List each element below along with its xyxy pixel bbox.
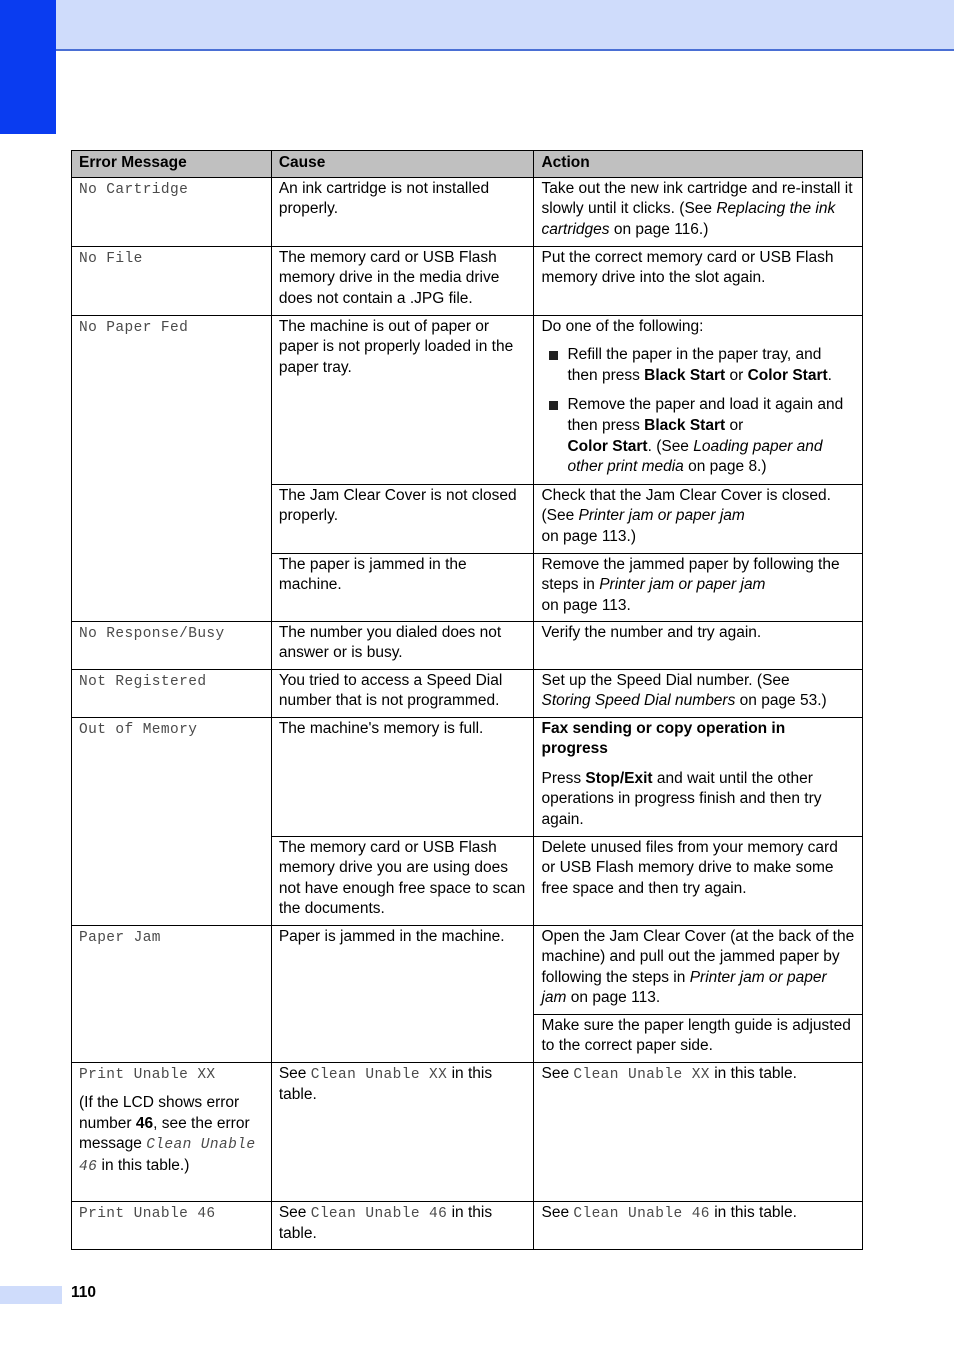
col-header-action: Action: [534, 151, 863, 178]
error-message: Not Registered: [79, 673, 207, 690]
cross-reference: Printer jam or paper jam: [541, 968, 827, 1007]
action-text: Take out the new ink cartridge and re-install it slowly until it clicks. (See: [541, 179, 853, 218]
action-heading: Fax sending or copy operation in progress: [541, 719, 786, 758]
error-message-cell: [72, 1062, 272, 1201]
action-text: Press Stop/Exit and wait until the other operations in progress finish and then try again.: [541, 769, 822, 828]
list-item: Remove the paper and load it again and then press Black Start or Color Start. (See Loading paper and other print media on page 8.): [541, 395, 855, 477]
error-message-cell: [72, 315, 272, 621]
action-cell: Delete unused files from your memory card or USB Flash memory drive to make some free space and then try again.: [534, 836, 863, 925]
action-intro: Do one of the following:: [541, 317, 704, 335]
col-header-error-message: Error Message: [72, 151, 272, 178]
table-row: [72, 1062, 863, 1201]
cause-cell: The machine is out of paper or paper is not properly loaded in the paper tray.: [271, 315, 534, 484]
action-cell: Remove the jammed paper by following the steps in Printer jam or paper jam on page 113.: [534, 553, 863, 621]
table-row: [72, 621, 863, 669]
error-number: 46: [135, 1114, 154, 1132]
header-row: [72, 151, 863, 178]
action-cell: [534, 717, 863, 836]
cause-cell: You tried to access a Speed Dial number that is not programmed.: [271, 669, 534, 717]
error-message-cell: [72, 1201, 272, 1249]
error-message-cell: [72, 621, 272, 669]
action-text: on page 116.): [609, 220, 709, 238]
error-message-reference: Clean Unable 46: [310, 1205, 448, 1222]
error-note: (If the LCD shows error number 46, see the error message Clean Unable 46 in this table.): [79, 1094, 256, 1175]
header-band: [0, 0, 954, 51]
col-header-cause: Cause: [271, 151, 534, 178]
cause-cell: See Clean Unable XX in this table.: [271, 1062, 534, 1201]
table-row: [72, 315, 863, 484]
action-cell: See Clean Unable 46 in this table.: [534, 1201, 863, 1249]
key-stop-exit: Stop/Exit: [585, 769, 653, 787]
error-table: [71, 150, 863, 1250]
action-cell: Check that the Jam Clear Cover is closed. (See Printer jam or paper jam on page 113.): [534, 484, 863, 553]
error-message-reference: Clean Unable XX: [573, 1066, 710, 1083]
error-message-cell: [72, 177, 272, 246]
cause-cell: See Clean Unable 46 in this table.: [271, 1201, 534, 1249]
error-message: Print Unable XX: [79, 1066, 216, 1083]
table-row: [72, 925, 863, 1014]
cross-reference: Printer jam or paper jam: [578, 507, 745, 525]
error-message-cell: [72, 246, 272, 315]
error-message: No Cartridge: [79, 181, 189, 198]
cause-cell: Paper is jammed in the machine.: [271, 925, 534, 1062]
cross-reference: Printer jam or paper jam: [599, 576, 766, 594]
cross-reference: Storing Speed Dial numbers: [541, 692, 736, 710]
action-cell: Set up the Speed Dial number. (See Storing Speed Dial numbers on page 53.): [534, 669, 863, 717]
error-message-reference: Clean Unable 46: [573, 1205, 710, 1222]
bullet-square-icon: [549, 351, 558, 360]
table-row: [72, 177, 863, 246]
key-black-start: Black Start: [644, 366, 726, 384]
footer-band: [0, 1286, 62, 1304]
error-message-reference: Clean Unable XX: [310, 1066, 448, 1083]
error-message-cell: [72, 717, 272, 925]
table-row: [72, 1201, 863, 1249]
cause-cell: An ink cartridge is not installed properly.: [271, 177, 534, 246]
error-message: Paper Jam: [79, 929, 161, 946]
key-color-start: Color Start: [567, 437, 648, 455]
chapter-tab: [0, 0, 56, 134]
error-message: Print Unable 46: [79, 1205, 216, 1222]
key-black-start: Black Start: [644, 416, 726, 434]
cause-cell: The Jam Clear Cover is not closed properly.: [271, 484, 534, 553]
action-cell: [534, 315, 863, 484]
table-row: [72, 246, 863, 315]
error-message-reference: Clean Unable 46: [79, 1137, 256, 1175]
error-message: No Response/Busy: [79, 625, 225, 642]
list-item: Refill the paper in the paper tray, and then press Black Start or Color Start.: [541, 345, 855, 386]
cross-reference: Replacing the ink cartridges: [541, 200, 836, 238]
action-cell: Open the Jam Clear Cover (at the back of the machine) and pull out the jammed paper by following the steps in Printer jam or paper jam on page 113.: [534, 925, 863, 1014]
bullet-square-icon: [549, 401, 558, 410]
action-cell: Make sure the paper length guide is adjusted to the correct paper side.: [534, 1014, 863, 1062]
error-message: No File: [79, 250, 143, 267]
cause-cell: The number you dialed does not answer or is busy.: [271, 621, 534, 669]
cause-cell: The paper is jammed in the machine.: [271, 553, 534, 621]
cause-cell: The memory card or USB Flash memory drive in the media drive does not contain a .JPG file.: [271, 246, 534, 315]
cause-cell: The machine's memory is full.: [271, 717, 534, 836]
cross-reference: Loading paper and other print media: [567, 437, 823, 476]
key-color-start: Color Start: [747, 366, 828, 384]
error-message: Out of Memory: [79, 721, 198, 738]
action-cell: Verify the number and try again.: [534, 621, 863, 669]
cause-cell: The memory card or USB Flash memory drive you are using does not have enough free space to scan the documents.: [271, 836, 534, 925]
action-cell: Put the correct memory card or USB Flash memory drive into the slot again.: [534, 246, 863, 315]
table-row: [72, 717, 863, 836]
action-list: [541, 345, 855, 478]
error-message-cell: [72, 925, 272, 1062]
table-row: [72, 669, 863, 717]
action-cell: See Clean Unable XX in this table.: [534, 1062, 863, 1201]
action-cell: [534, 177, 863, 246]
error-message-cell: [72, 669, 272, 717]
page-number: 110: [71, 1284, 97, 1301]
error-message: No Paper Fed: [79, 319, 189, 336]
